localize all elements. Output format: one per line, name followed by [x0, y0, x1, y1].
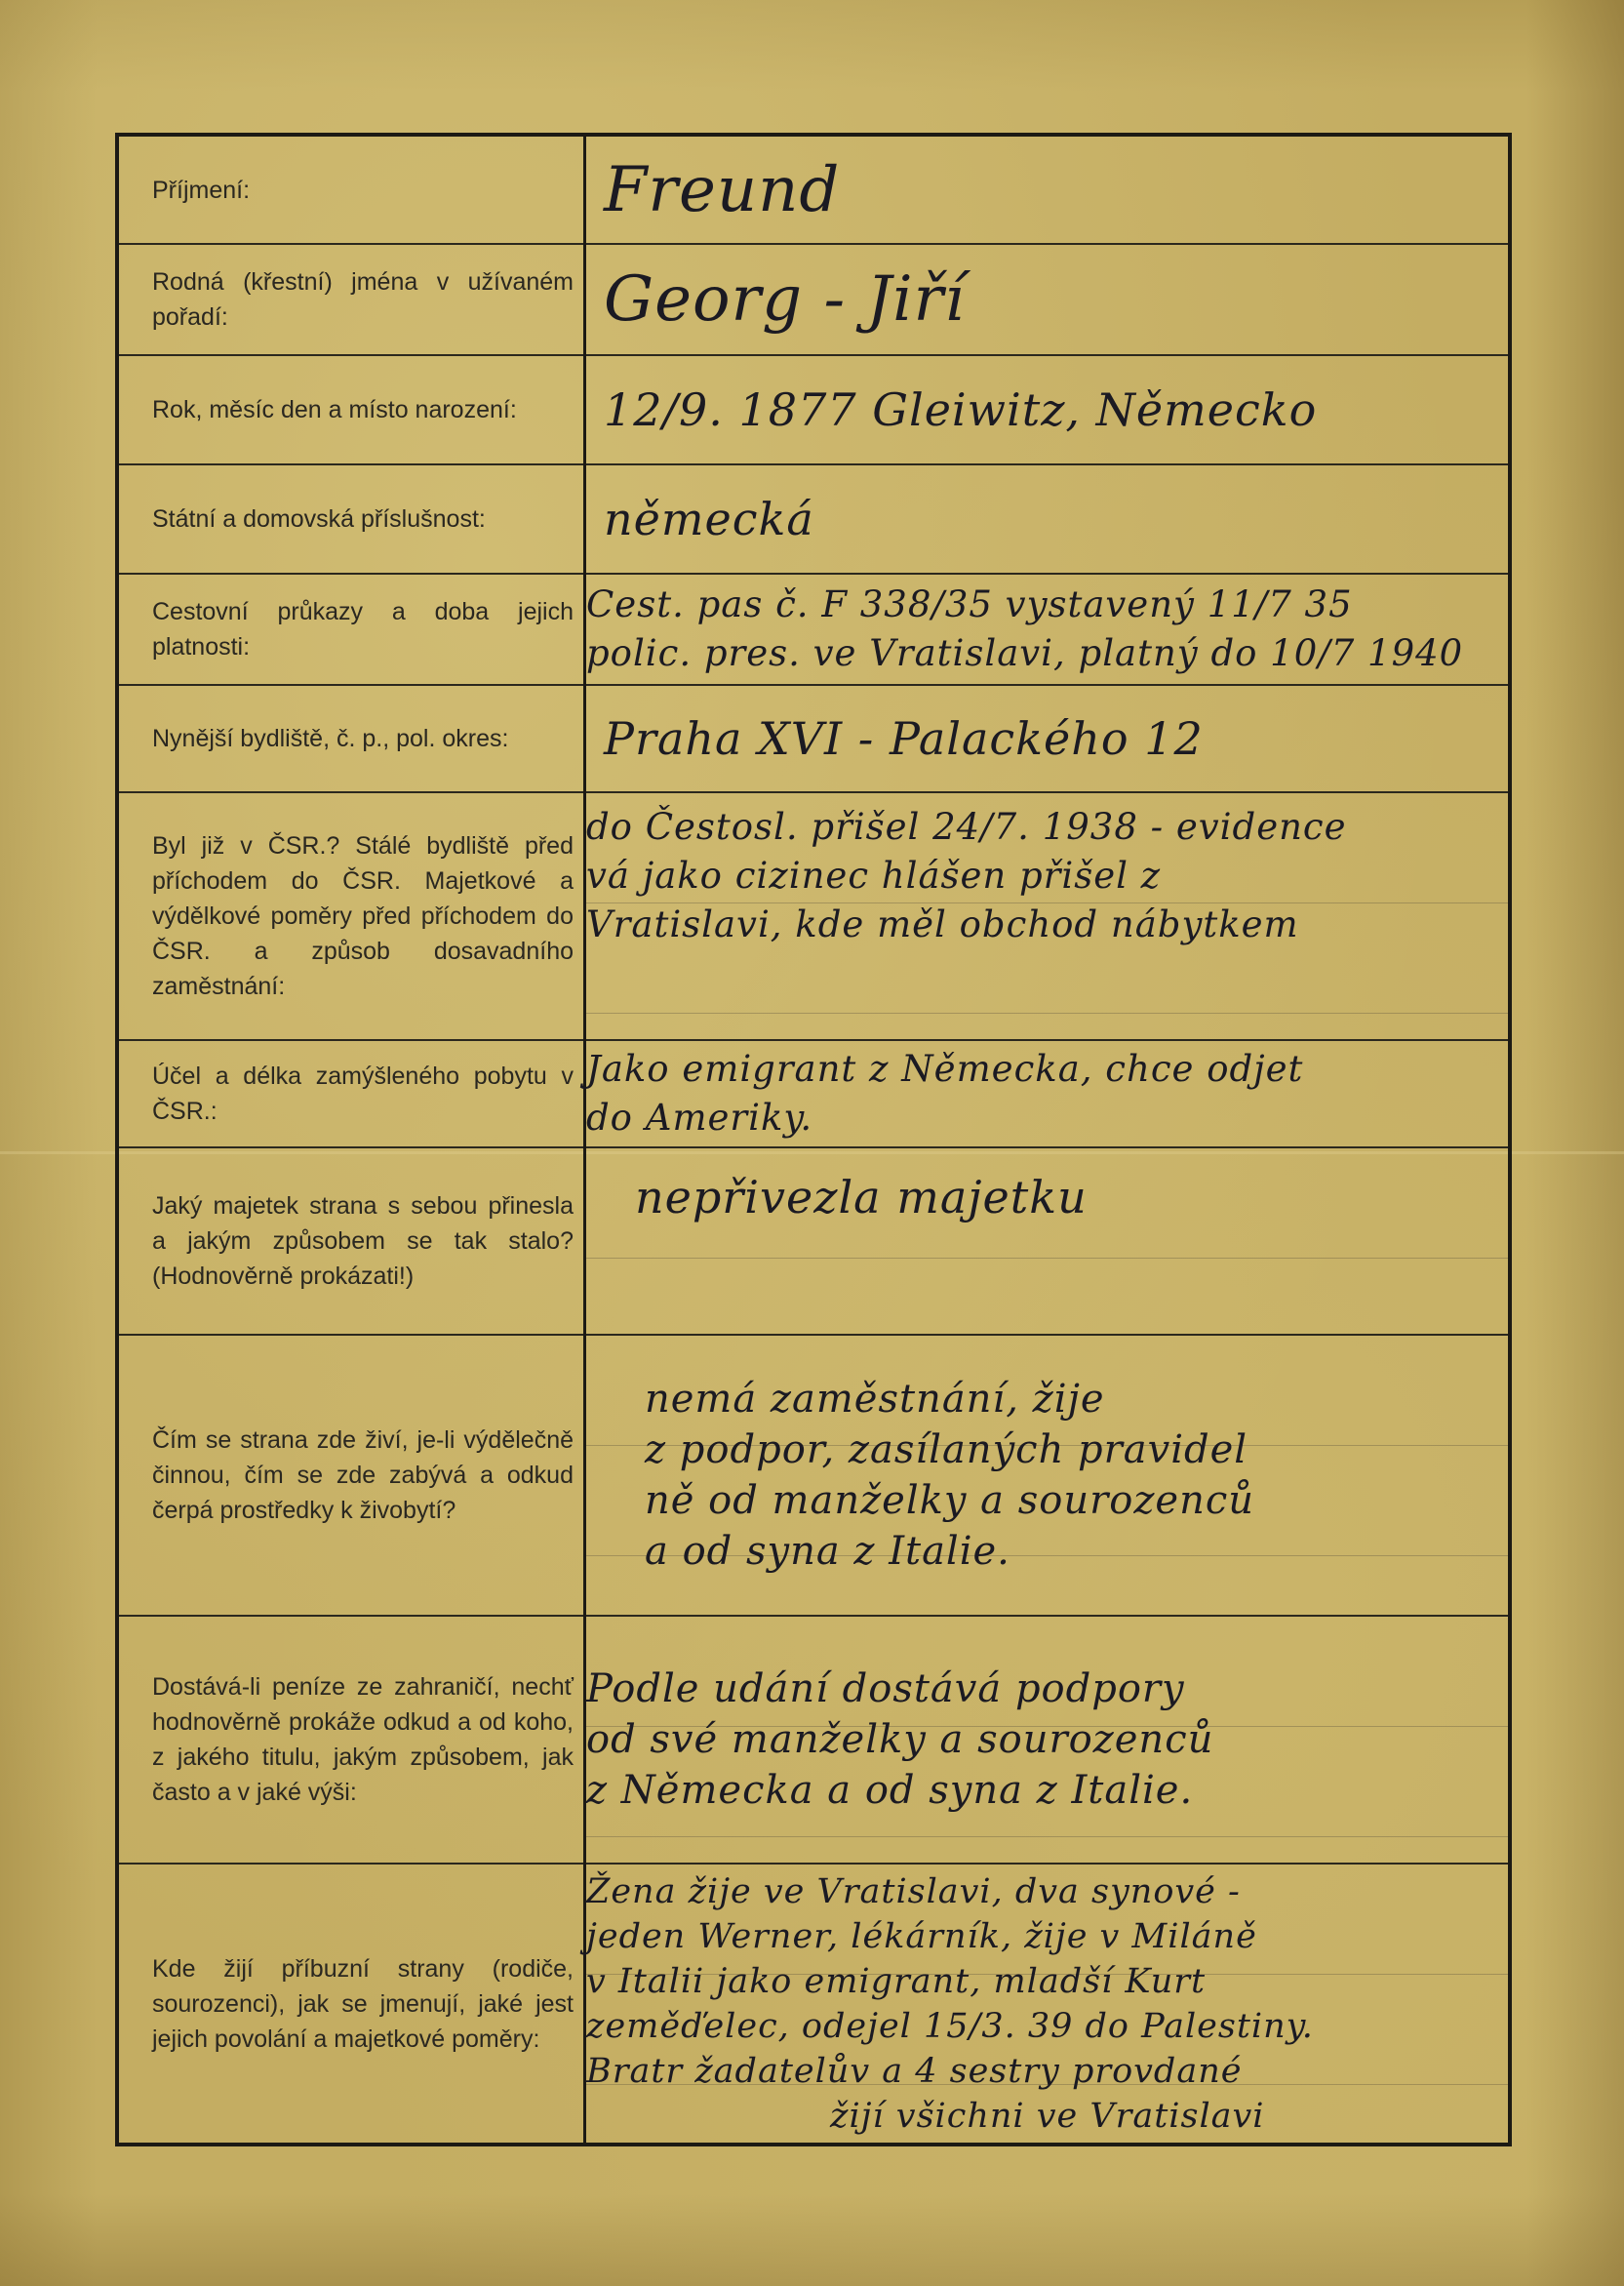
- value-previous-stay: [585, 792, 1511, 1040]
- label-previous-stay: Byl již v ČSR.? Stálé bydliště před příchodem do ČSR. Majetkové a výdělkové poměry před příchodem do ČSR. a způsob dosavadního zaměstnání:: [117, 792, 585, 1040]
- form-row-residence: [117, 685, 1510, 792]
- label-passport: Cestovní průkazy a doba jejich platnosti:: [117, 574, 585, 685]
- label-given-names: Rodná (křestní) jména v užívaném pořadí:: [117, 244, 585, 355]
- value-relatives: [585, 1864, 1511, 2145]
- handwritten-previous-stay-line-2: vá jako cizinec hlášen přišel z: [586, 855, 1162, 897]
- handwritten-relatives-line-1: Žena žije ve Vratislavi, dva synové -: [586, 1871, 1241, 1911]
- value-residence: [585, 685, 1511, 792]
- handwritten-citizenship: německá: [604, 493, 814, 545]
- handwritten-relatives-line-6: žijí všichni ve Vratislavi: [830, 2096, 1265, 2136]
- handwritten-passport-line-1: Cest. pas č. F 338/35 vystavený 11/7 35: [586, 583, 1353, 625]
- form-row-livelihood: [117, 1335, 1510, 1616]
- value-surname: [585, 135, 1511, 244]
- form-row-citizenship: [117, 464, 1510, 574]
- value-citizenship: [585, 464, 1511, 574]
- handwritten-foreign-money-line-2: od své manželky a sourozenců: [586, 1717, 1214, 1762]
- label-livelihood: Čím se strana zde živí, je-li výdělečně činnou, čím se zde zabývá a odkud čerpá prostředky k živobytí?: [117, 1335, 585, 1616]
- handwritten-property: nepřivezla majetku: [635, 1171, 1088, 1223]
- value-birth: [585, 355, 1511, 464]
- handwritten-surname: Freund: [604, 153, 841, 226]
- handwritten-relatives-line-3: v Italii jako emigrant, mladší Kurt: [586, 1961, 1207, 2001]
- value-property: [585, 1147, 1511, 1335]
- value-foreign-money: [585, 1616, 1511, 1864]
- handwritten-relatives-line-4: zeměďelec, odejel 15/3. 39 do Palestiny.: [586, 2006, 1314, 2046]
- handwritten-previous-stay-line-3: Vratislavi, kde měl obchod nábytkem: [586, 903, 1299, 945]
- handwritten-foreign-money-line-1: Podle udání dostává podpory: [586, 1666, 1185, 1711]
- handwritten-purpose-line-1: Jako emigrant z Německa, chce odjet: [586, 1048, 1304, 1090]
- form-row-foreign-money: [117, 1616, 1510, 1864]
- handwritten-livelihood-line-1: nemá zaměstnání, žije: [645, 1377, 1105, 1422]
- form-row-birth: [117, 355, 1510, 464]
- value-given-names: [585, 244, 1511, 355]
- value-livelihood: [585, 1335, 1511, 1616]
- label-foreign-money: Dostává-li peníze ze zahraničí, nechť hodnověrně prokáže odkud a od koho, z jakého titulu, jakým způsobem, jak často a v jaké výši:: [117, 1616, 585, 1864]
- label-surname: Příjmení:: [117, 135, 585, 244]
- handwritten-relatives-line-2: jeden Werner, lékárník, žije v Miláně: [586, 1916, 1257, 1956]
- label-relatives: Kde žijí příbuzní strany (rodiče, sourozenci), jak se jmenují, jaké jest jejich povolání a majetkové poměry:: [117, 1864, 585, 2145]
- handwritten-purpose-line-2: do Ameriky.: [586, 1097, 813, 1139]
- label-citizenship: Státní a domovská příslušnost:: [117, 464, 585, 574]
- label-purpose: Účel a délka zamýšleného pobytu v ČSR.:: [117, 1040, 585, 1147]
- handwritten-livelihood-line-4: a od syna z Italie.: [645, 1529, 1010, 1574]
- handwritten-foreign-money-line-3: z Německa a od syna z Italie.: [586, 1768, 1194, 1813]
- handwritten-previous-stay-line-1: do Čestosl. přišel 24/7. 1938 - evidence: [586, 806, 1347, 848]
- label-birth: Rok, měsíc den a místo narození:: [117, 355, 585, 464]
- label-residence: Nynější bydliště, č. p., pol. okres:: [117, 685, 585, 792]
- handwritten-residence: Praha XVI - Palackého 12: [604, 712, 1204, 765]
- handwritten-livelihood-line-2: z podpor, zasílaných pravidel: [645, 1427, 1248, 1472]
- handwritten-livelihood-line-3: ně od manželky a sourozenců: [645, 1478, 1254, 1523]
- form-row-passport: [117, 574, 1510, 685]
- form-row-property: [117, 1147, 1510, 1335]
- handwritten-birth: 12/9. 1877 Gleiwitz, Německo: [604, 383, 1318, 436]
- form-row-purpose: [117, 1040, 1510, 1147]
- questionnaire-form: [115, 133, 1512, 2146]
- label-property: Jaký majetek strana s sebou přinesla a jakým způsobem se tak stalo? (Hodnověrně prokázati!): [117, 1147, 585, 1335]
- form-row-given-names: [117, 244, 1510, 355]
- value-purpose: [585, 1040, 1511, 1147]
- form-row-previous-stay: [117, 792, 1510, 1040]
- handwritten-relatives-line-5: Bratr žadatelův a 4 sestry provdané: [586, 2051, 1243, 2091]
- form-row-surname: [117, 135, 1510, 244]
- handwritten-given-names: Georg - Jiří: [604, 263, 966, 336]
- form-row-relatives: [117, 1864, 1510, 2145]
- handwritten-passport-line-2: polic. pres. ve Vratislavi, platný do 10/7 1940: [586, 632, 1464, 674]
- value-passport: [585, 574, 1511, 685]
